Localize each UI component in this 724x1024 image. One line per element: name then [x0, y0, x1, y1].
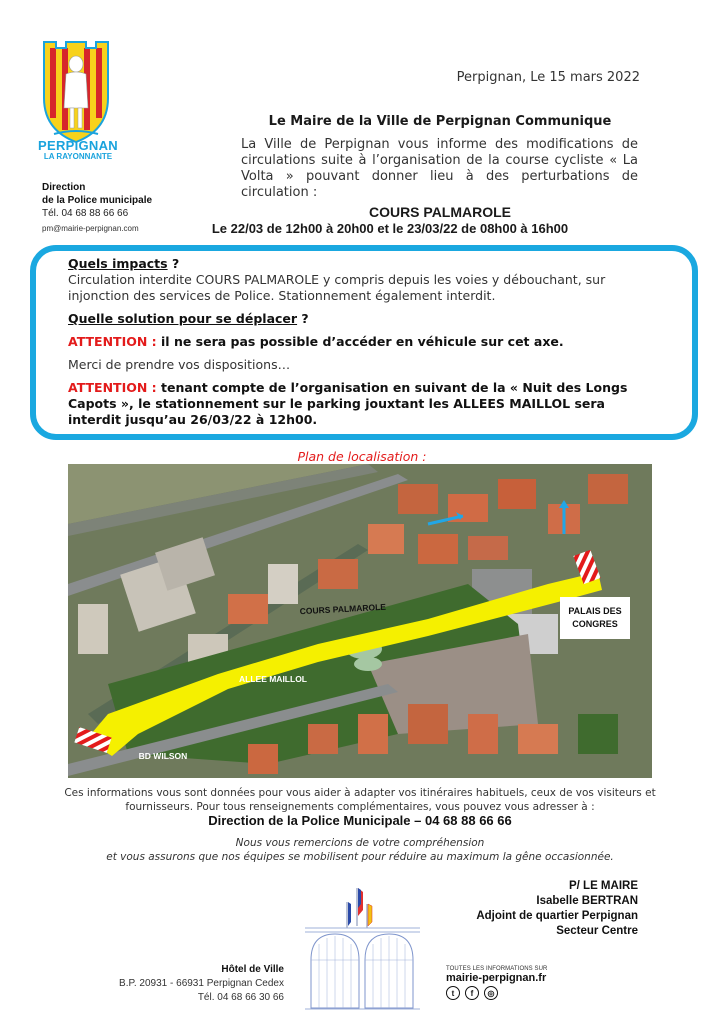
signature-name: Isabelle BERTRAN	[536, 895, 638, 907]
facebook-icon[interactable]: f	[465, 986, 479, 1000]
impacts-section	[68, 256, 638, 304]
logo-title: PERPIGNAN	[38, 138, 118, 153]
attention-text-1: il ne sera pas possible d’accéder en véhicule sur cet axe.	[156, 334, 564, 349]
perpignan-coat-of-arms-logo	[40, 38, 112, 146]
website-block	[446, 966, 548, 1000]
aerial-map	[68, 464, 652, 778]
footer-contact: Direction de la Police Municipale – 04 68 88 66 66	[208, 813, 512, 828]
hotel-de-ville-illustration	[305, 880, 420, 1010]
map-label-cours: COURS PALMAROLE	[299, 601, 387, 617]
footer-info: Ces informations vous sont données pour vous aider à adapter vos itinéraires habituels, ceux de vos visiteurs et fournisseurs. Pour tous renseignements complémentaires, vous pouvez vous adresser à :	[64, 787, 656, 813]
signature-line1: P/ LE MAIRE	[568, 880, 638, 892]
impacts-text: Circulation interdite COURS PALMAROLE y compris depuis les voies y débouchant, sur injonction des services de Police. Stationnement également interdit.	[68, 272, 606, 303]
attention-text-2: tenant compte de l’organisation en suivant de la « Nuit des Longs Capots », le stationnement sur le parking jouxtant les ALLEES MAILLOL sera interdit jusqu’au 26/03/22 à 12h00.	[68, 380, 628, 427]
document-title: Le Maire de la Ville de Perpignan Communique	[268, 114, 612, 129]
logo-subtitle: LA RAYONNANTE	[43, 152, 113, 161]
hotel-name: Hôtel de Ville	[221, 964, 284, 975]
sender-email[interactable]: pm@mairie-perpignan.com	[42, 224, 139, 233]
signature-role: Adjoint de quartier Perpignan	[476, 910, 638, 922]
closure-schedule: Le 22/03 de 12h00 à 20h00 et le 23/03/22 de 08h00 à 16h00	[211, 221, 569, 236]
attention-label-2: ATTENTION :	[68, 380, 157, 395]
website-caption: TOUTES LES INFORMATIONS SUR	[446, 966, 548, 972]
hotel-de-ville-address	[119, 963, 284, 1005]
street-name: COURS PALMAROLE	[368, 204, 512, 220]
sender-block	[42, 181, 152, 235]
impacts-heading-text: Quels impacts	[68, 256, 168, 271]
signature-sector: Secteur Centre	[556, 925, 638, 937]
sender-phone: Tél. 04 68 88 66 66	[42, 208, 129, 219]
thanks-line-2: et vous assurons que nos équipes se mobilisent pour réduire au maximum la gêne occasionnée.	[106, 851, 614, 863]
map-label-allee: ALLEE MAILLOL	[239, 674, 307, 684]
info-box	[68, 256, 638, 428]
sender-line2: de la Police municipale	[42, 195, 153, 206]
solution-heading-suffix: ?	[297, 311, 309, 326]
map-label-wilson: BD WILSON	[138, 751, 188, 761]
impacts-heading-suffix: ?	[167, 256, 180, 271]
intro-paragraph: La Ville de Perpignan vous informe des modifications de circulations suite à l’organisation de la course cycliste « La Volta » pouvant donner lieu à des perturbations de circulation :	[241, 137, 638, 200]
solution-heading	[68, 311, 638, 327]
impacts-heading	[68, 256, 638, 272]
map-label-palais-2: CONGRES	[572, 619, 618, 629]
sender-line1: Direction	[42, 182, 86, 193]
signature-block	[476, 879, 638, 939]
solution-heading-text: Quelle solution pour se déplacer	[68, 311, 298, 326]
instagram-icon[interactable]: ◎	[484, 986, 498, 1000]
social-links	[446, 986, 548, 1000]
website-url[interactable]: mairie-perpignan.fr	[446, 972, 547, 984]
thanks-line-1: Nous vous remercions de votre compréhension	[235, 837, 485, 849]
map-label-palais-1: PALAIS DES	[568, 606, 622, 616]
merci-text: Merci de prendre vos dispositions…	[68, 357, 291, 372]
thanks-message	[60, 836, 660, 864]
document-date: Perpignan, Le 15 mars 2022	[456, 70, 640, 85]
attention-notice-2	[68, 380, 638, 428]
map-caption: Plan de localisation :	[297, 449, 427, 464]
attention-notice-1	[68, 334, 638, 350]
twitter-icon[interactable]: t	[446, 986, 460, 1000]
hotel-address: B.P. 20931 - 66931 Perpignan Cedex	[119, 978, 284, 989]
palais-label-box	[560, 597, 630, 639]
location-map	[68, 464, 652, 778]
attention-label-1: ATTENTION :	[68, 334, 157, 349]
hotel-phone: Tél. 04 68 66 30 66	[197, 992, 284, 1003]
